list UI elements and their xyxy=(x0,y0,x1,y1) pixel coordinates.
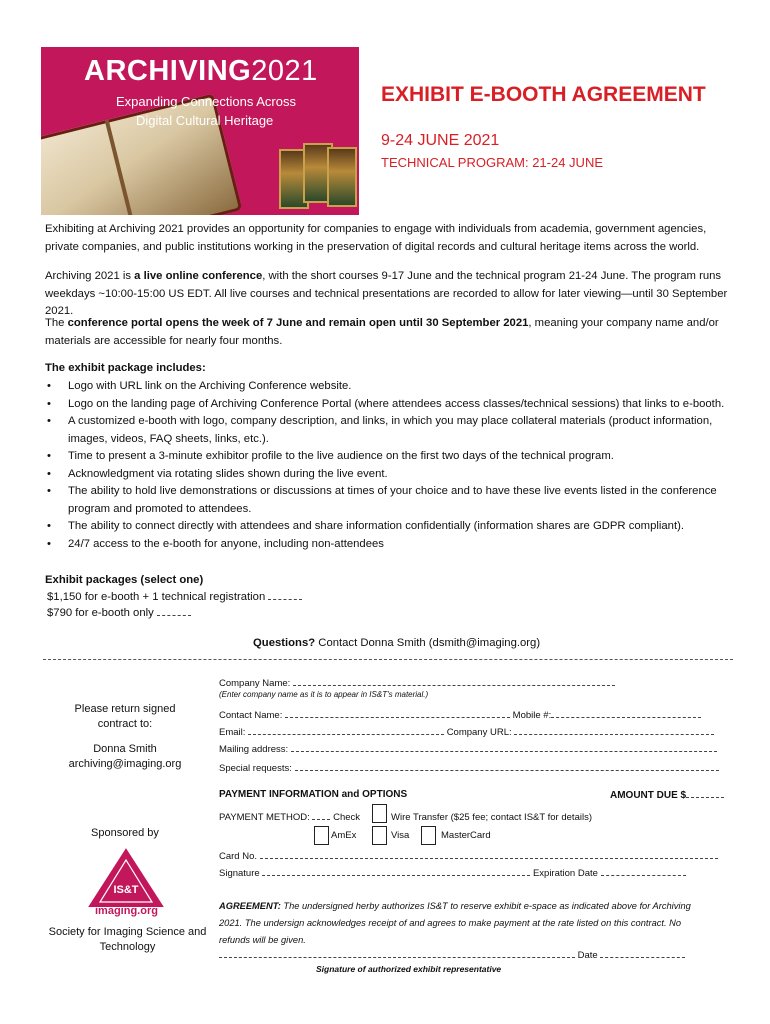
list-item: • The ability to hold live demonstrations or discussions at times of your choice and to have these live events listed in the conference program and promoted to attendees. xyxy=(45,483,735,518)
signature-caption: Signature of authorized exhibit representative xyxy=(316,964,502,974)
open-book-image xyxy=(41,93,242,215)
event-dates: 9-24 JUNE 2021 xyxy=(381,132,500,149)
visa-label: Visa xyxy=(391,830,410,841)
wire-transfer-label: Wire Transfer ($25 fee; contact IS&T for details) xyxy=(391,812,592,823)
conference-banner xyxy=(41,47,359,215)
mastercard-checkbox[interactable] xyxy=(421,826,436,845)
society-name xyxy=(45,925,210,955)
list-item: • A customized e-booth with logo, company description, and links, in which you may place collateral materials (product information, images, videos, FAQ sheets, links, etc.). xyxy=(45,413,735,448)
list-item: • Logo with URL link on the Archiving Conference website. xyxy=(45,378,735,396)
company-name-hint: (Enter company name as it is to appear in IS&T's material.) xyxy=(219,690,429,699)
wire-transfer-checkbox[interactable] xyxy=(372,804,387,823)
cut-line-divider xyxy=(43,659,733,660)
contact-name-field[interactable]: Contact Name: Mobile #: xyxy=(219,709,701,721)
payment-heading: PAYMENT INFORMATION and OPTIONS xyxy=(219,789,408,800)
artwork-frames-image xyxy=(279,143,357,213)
option-ebooth-registration[interactable]: $1,150 for e-booth + 1 technical registration xyxy=(47,591,302,603)
society-line2: Technology xyxy=(99,941,156,953)
format-paragraph: Archiving 2021 is a live online conference, with the short courses 9-17 June and the technical program 21-24 June. The program runs weekdays ~10:00-15:00 US EDT. All live courses and technical presentations are recorded to allow for later viewing—until 30 September 2021. xyxy=(45,270,728,317)
return-line2: contract to: xyxy=(97,718,153,730)
contact-name: Donna Smith xyxy=(93,743,157,755)
company-name-field[interactable]: Company Name: xyxy=(219,677,615,689)
card-number-field[interactable]: Card No. xyxy=(219,850,718,862)
agreement-text: AGREEMENT: The undersigned herby authorizes IS&T to reserve exhibit e-space as indicated above for Archiving 2021. The undersign acknowledges receipt of and agrees to make payment at the rate listed on this contract. No refunds will be given. xyxy=(219,901,691,945)
sponsored-by-label: Sponsored by xyxy=(91,827,159,839)
list-item: • Acknowledgment via rotating slides shown during the live event. xyxy=(45,466,735,484)
banner-subtitle-line1: Expanding Connections Across xyxy=(116,94,296,109)
ist-logo xyxy=(88,848,164,908)
logo-text: IS&T xyxy=(113,884,139,896)
questions-contact: Questions? Contact Donna Smith (dsmith@imaging.org) xyxy=(253,637,541,649)
banner-title: ARCHIVING2021 xyxy=(84,55,318,87)
check-label: Check xyxy=(333,812,361,823)
amex-label: AmEx xyxy=(331,830,357,841)
return-line1: Please return signed xyxy=(74,703,176,715)
return-instructions xyxy=(60,702,190,732)
email-field[interactable]: Email: Company URL: xyxy=(219,726,714,738)
special-requests-field[interactable]: Special requests: xyxy=(219,762,719,774)
return-contact xyxy=(55,742,195,772)
intro-paragraph: Exhibiting at Archiving 2021 provides an opportunity for companies to engage with individuals from academia, government agencies, private companies, and public institutions working in the preservation of digital records and cultural heritage items across the world. xyxy=(45,223,707,253)
mailing-address-field[interactable]: Mailing address: xyxy=(219,743,717,755)
sponsor-url: imaging.org xyxy=(95,905,158,917)
list-item: • 24/7 access to the e-booth for anyone, including non-attendees xyxy=(45,536,735,554)
option2-blank[interactable] xyxy=(157,607,191,616)
visa-checkbox[interactable] xyxy=(372,826,387,845)
list-item: • Time to present a 3-minute exhibitor profile to the live audience on the first two days of the technical program. xyxy=(45,448,735,466)
options-heading: Exhibit packages (select one) xyxy=(45,574,204,586)
contact-email: archiving@imaging.org xyxy=(68,758,182,770)
signature-expiration-field[interactable]: Signature Expiration Date xyxy=(219,867,686,879)
signature-line[interactable] xyxy=(219,949,575,958)
portal-paragraph: The conference portal opens the week of 7 June and remain open until 30 September 2021, meaning your company name and/or materials are accessible for nearly four months. xyxy=(45,317,719,347)
signature-date-line[interactable]: Date xyxy=(219,949,685,961)
option-ebooth-only[interactable]: $790 for e-booth only xyxy=(47,607,191,619)
technical-program-dates: TECHNICAL PROGRAM: 21-24 JUNE xyxy=(381,155,604,170)
mastercard-label: MasterCard xyxy=(441,830,491,841)
package-heading: The exhibit package includes: xyxy=(45,362,206,374)
check-blank[interactable] xyxy=(312,811,330,820)
list-item: • The ability to connect directly with attendees and share information confidentially (information shares are GDPR compliant). xyxy=(45,518,735,536)
payment-method-row: PAYMENT METHOD: Check xyxy=(219,812,361,823)
banner-subtitle-line2: Digital Cultural Heritage xyxy=(136,113,274,128)
society-line1: Society for Imaging Science and xyxy=(48,926,207,938)
package-list xyxy=(45,378,735,553)
date-line[interactable] xyxy=(600,949,685,958)
document-title: EXHIBIT E-BOOTH AGREEMENT xyxy=(381,83,706,106)
amount-due-field[interactable]: AMOUNT DUE $ xyxy=(610,789,724,801)
amex-checkbox[interactable] xyxy=(314,826,329,845)
option1-blank[interactable] xyxy=(268,591,302,600)
list-item: • Logo on the landing page of Archiving Conference Portal (where attendees access classes/technical sessions) that links to e-booth. xyxy=(45,396,735,414)
